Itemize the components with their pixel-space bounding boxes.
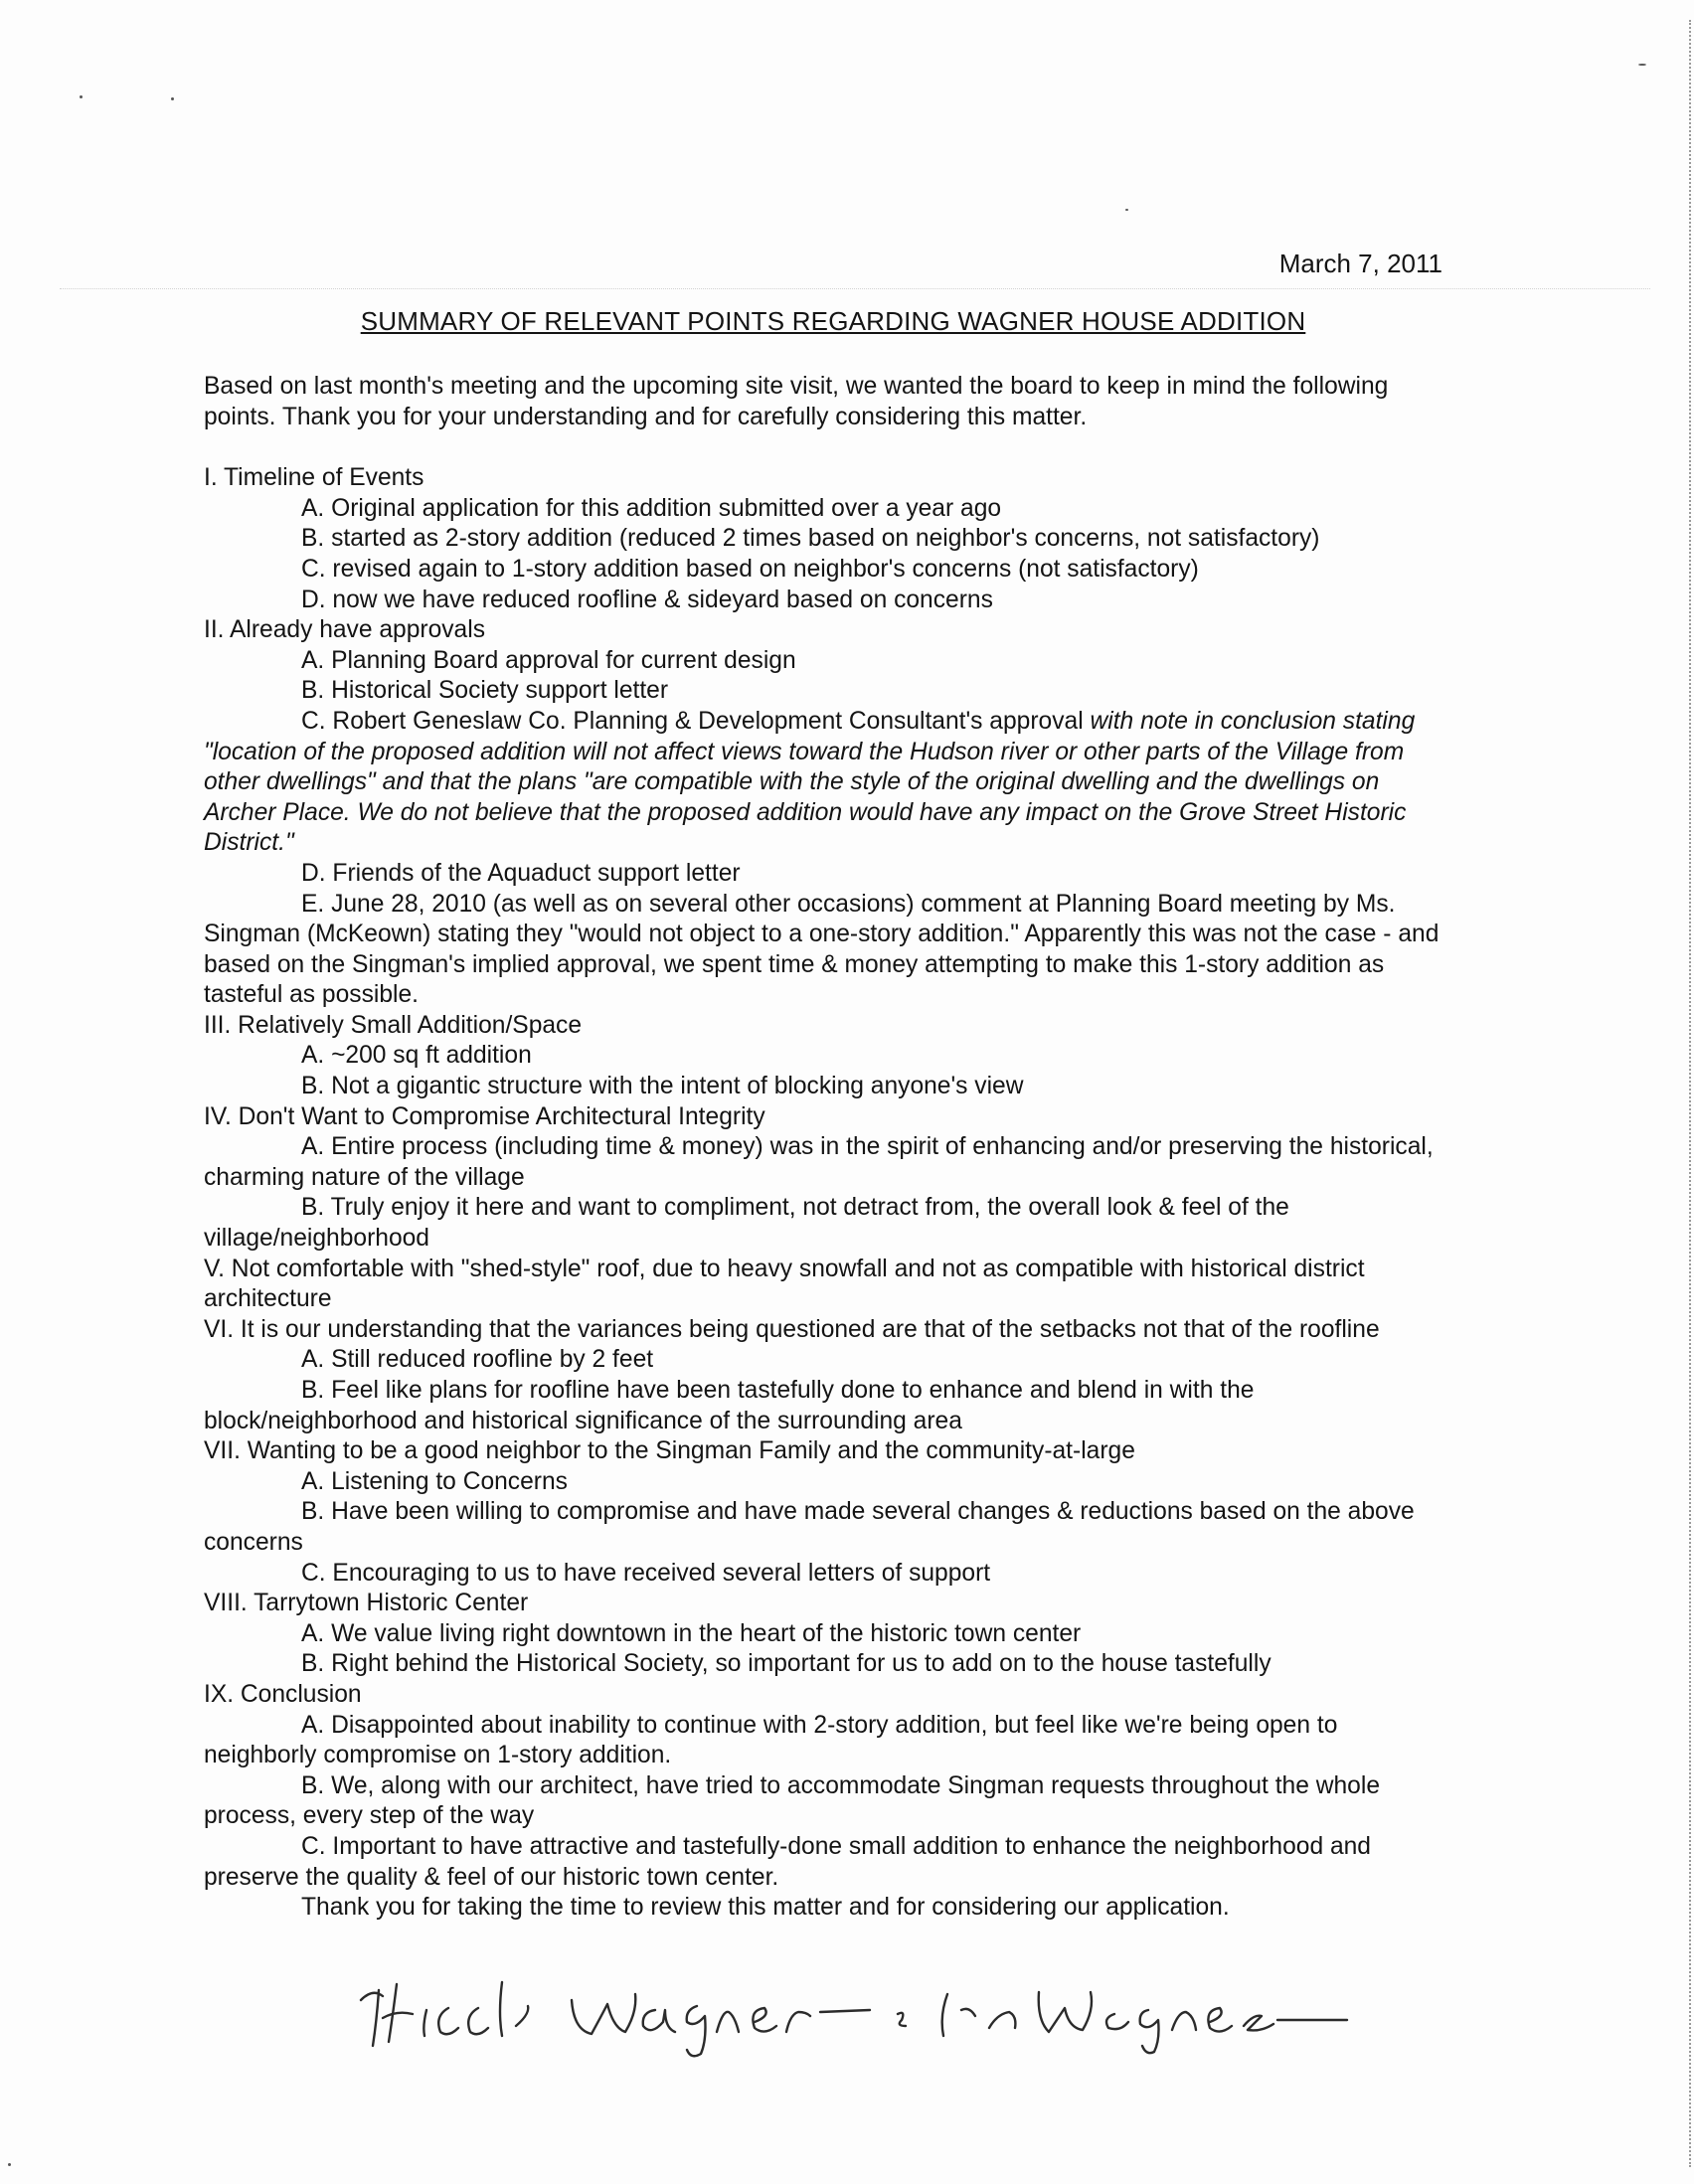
list-item: B. started as 2-story addition (reduced 2 times based on neighbor's concerns, not satisfactory) (301, 525, 1320, 553)
list-item (204, 707, 1456, 859)
closing-line: Thank you for taking the time to review this matter and for considering our application. (301, 1894, 1230, 1922)
section-heading: VII. Wanting to be a good neighbor to the Singman Family and the community-at-large (204, 1437, 1135, 1465)
list-item: B. Not a gigantic structure with the intent of blocking anyone's view (301, 1073, 1024, 1100)
list-item: A. Original application for this addition submitted over a year ago (301, 494, 1002, 522)
section-heading: III. Relatively Small Addition/Space (204, 1011, 583, 1039)
list-item: A. ~200 sq ft addition (301, 1042, 532, 1070)
list-item: A. Planning Board approval for current design (301, 646, 796, 674)
section-heading: II. Already have approvals (204, 616, 485, 644)
section-heading: V. Not comfortable with "shed-style" roof, due to heavy snowfall and not as compatible with historical district architecture (204, 1255, 1365, 1313)
list-item: E. June 28, 2010 (as well as on several other occasions) comment at Planning Board meeting by Ms. Singman (McKeown) stating they "would not object to a one-story addition." Apparently this was not the case - and based on the Singman's implied approval, we spent time & money attempting to make this 1-story addition as tasteful as possible. (204, 890, 1440, 1009)
list-item: C. Important to have attractive and tastefully-done small addition to enhance the neighborhood and preserve the quality & feel of our historic town center. (204, 1832, 1371, 1891)
list-item-text: C. Robert Geneslaw Co. Planning & Development Consultant's approval (301, 707, 1084, 735)
list-item: A. Listening to Concerns (301, 1467, 568, 1495)
intro-paragraph: Based on last month's meeting and the upcoming site visit, we wanted the board to keep in mind the following points. Thank you for your understanding and for carefully considering this matter. (204, 373, 1389, 430)
document-body (204, 372, 1456, 1924)
document-date: March 7, 2011 (1278, 249, 1442, 278)
handwritten-signature (353, 1970, 1387, 2060)
list-item: D. Friends of the Aquaduct support letter (301, 859, 741, 887)
list-item: A. Disappointed about inability to continue with 2-story addition, but feel like we're being open to neighborly compromise on 1-story addition. (204, 1711, 1338, 1769)
list-item: A. Entire process (including time & money) was in the spirit of enhancing and/or preserving the historical, charming nature of the village (204, 1133, 1434, 1191)
list-item: B. Truly enjoy it here and want to compliment, not detract from, the overall look & feel of the village/neighborhood (204, 1194, 1289, 1253)
list-item: B. Historical Society support letter (301, 677, 669, 705)
scan-speck (1638, 64, 1646, 66)
scan-speck (80, 95, 83, 98)
list-item: C. revised again to 1-story addition based on neighbor's concerns (not satisfactory) (301, 555, 1199, 583)
section-heading: I. Timeline of Events (204, 464, 424, 492)
list-item: B. Right behind the Historical Society, so important for us to add on to the house tastefully (301, 1650, 1271, 1678)
scan-speck (1125, 209, 1128, 211)
list-item: B. Feel like plans for roofline have been tastefully done to enhance and blend in with the block/neighborhood and historical significance of the surrounding area (204, 1377, 1255, 1434)
section-heading: VIII. Tarrytown Historic Center (204, 1590, 529, 1617)
scan-speck (171, 97, 174, 100)
list-item: D. now we have reduced roofline & sideyard based on concerns (301, 586, 993, 613)
list-item: B. We, along with our architect, have tried to accommodate Singman requests throughout the whole process, every step of the way (204, 1771, 1381, 1830)
scan-speck (8, 2163, 11, 2166)
list-item: B. Have been willing to compromise and have made several changes & reductions based on the above concerns (204, 1498, 1415, 1556)
list-item: A. Still reduced roofline by 2 feet (301, 1346, 654, 1374)
section-heading: IX. Conclusion (204, 1680, 362, 1708)
scan-edge (1689, 20, 1691, 2167)
scan-artifact-line (60, 288, 1650, 289)
section-heading: IV. Don't Want to Compromise Architectural Integrity (204, 1102, 765, 1130)
list-item: C. Encouraging to us to have received several letters of support (301, 1559, 991, 1587)
quoted-conclusion: with note in conclusion stating "location of the proposed addition will not affect views toward the Hudson river or other parts of the Village from other dwellings" and that the plans "are compatible with the style of the original dwelling and the dwellings on Archer Place. We do not believe that the proposed addition would have any impact on the Grove Street Historic District." (204, 707, 1416, 857)
document-title: SUMMARY OF RELEVANT POINTS REGARDING WAGNER HOUSE ADDITION (360, 306, 1306, 336)
section-heading: VI. It is our understanding that the variances being questioned are that of the setbacks not that of the roofline (204, 1315, 1380, 1343)
list-item: A. We value living right downtown in the heart of the historic town center (301, 1619, 1082, 1647)
